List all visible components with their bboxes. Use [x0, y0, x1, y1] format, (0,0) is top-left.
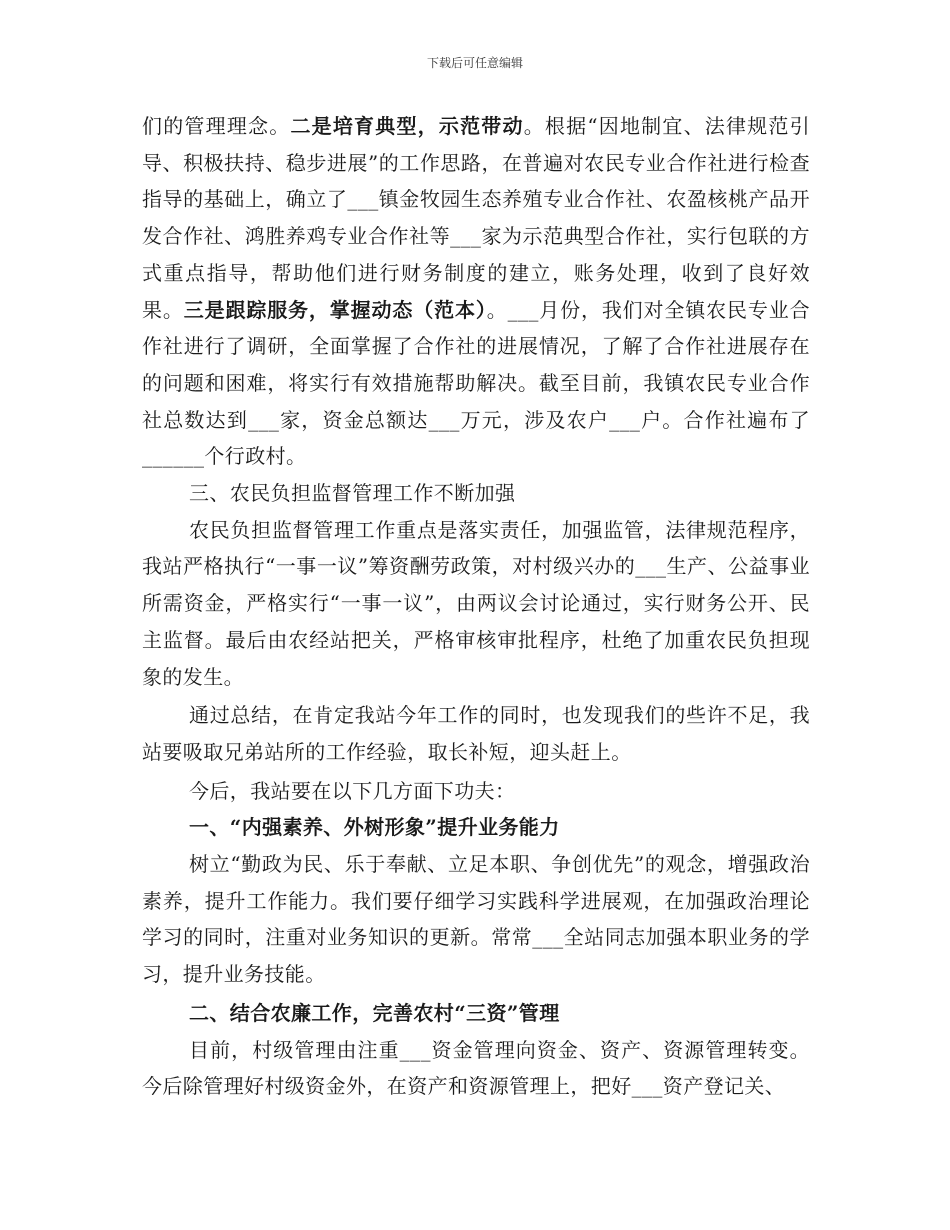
bold-phrase-model: 二是培育典型，示范带动 — [290, 114, 524, 138]
paragraph-ability: 树立“勤政为民、乐于奉献、立足本职、争创优先”的观念，增强政治素养，提升工作能力。我们要仔细学习实践科学进展观，在加强政治理论学习的同时，注重对业务知识的更新。常常___全站同志加强本职业务的学习，提升业务技能。 — [142, 852, 810, 987]
paragraph-cooperatives — [142, 108, 810, 475]
text-run: 。根据“因地制宜、法律规范引导、积极扶持、稳步进展”的工作思路，在普遍对农民专业合作社进行检查指导的基础上，确立了___镇金牧园生态养殖专业合作社、农盈核桃产品开发合作社、鸿胜养鸡专业合作社等___家为示范典型合作社，实行包联的方式重点指导，帮助他们进行财务制度的建立，账务处理，收到了良好效果。 — [142, 114, 810, 322]
paragraph-future: 今后，我站要在以下几方面下功夫： — [189, 778, 516, 803]
text-run: 。___月份，我们对全镇农民专业合作社进行了调研，全面掌握了合作社的进展情况，了解了合作社进展存在的问题和困难，将实行有效措施帮助解决。截至目前，我镇农民专业合作社总数达到___家，资金总额达___万元，涉及农户___户。合作社遍布了______个行政村。 — [142, 297, 810, 469]
section-heading-burden: 三、农民负担监督管理工作不断加强 — [189, 481, 516, 506]
document-body — [142, 108, 810, 1105]
text-run: 们的管理理念。 — [142, 114, 291, 138]
page-header-note: 下载后可任意编辑 — [426, 56, 523, 70]
paragraph-burden: 农民负担监督管理工作重点是落实责任，加强监管，法律规范程序，我站严格执行“一事一议”筹资酬劳政策，对村级兴办的___生产、公益事业所需资金，严格实行“一事一议”，由两议会讨论通过，实行财务公开、民主监督。最后由农经站把关，严格审核审批程序，杜绝了加重农民负担现象的发生。 — [142, 517, 810, 689]
section-heading-three-assets: 二、结合农廉工作，完善农村“三资”管理 — [189, 1000, 560, 1025]
paragraph-summary: 通过总结，在肯定我站今年工作的同时，也发现我们的些许不足，我站要吸取兄弟站所的工作经验，取长补短，迎头赶上。 — [142, 703, 810, 764]
bold-phrase-tracking: 三是跟踪服务，掌握动态（范本） — [183, 297, 487, 322]
section-heading-ability: 一、“内强素养、外树形象”提升业务能力 — [189, 815, 560, 840]
paragraph-three-assets: 目前，村级管理由注重___资金管理向资金、资产、资源管理转变。今后除管理好村级资金外，在资产和资源管理上，把好___资产登记关、 — [142, 1037, 810, 1099]
